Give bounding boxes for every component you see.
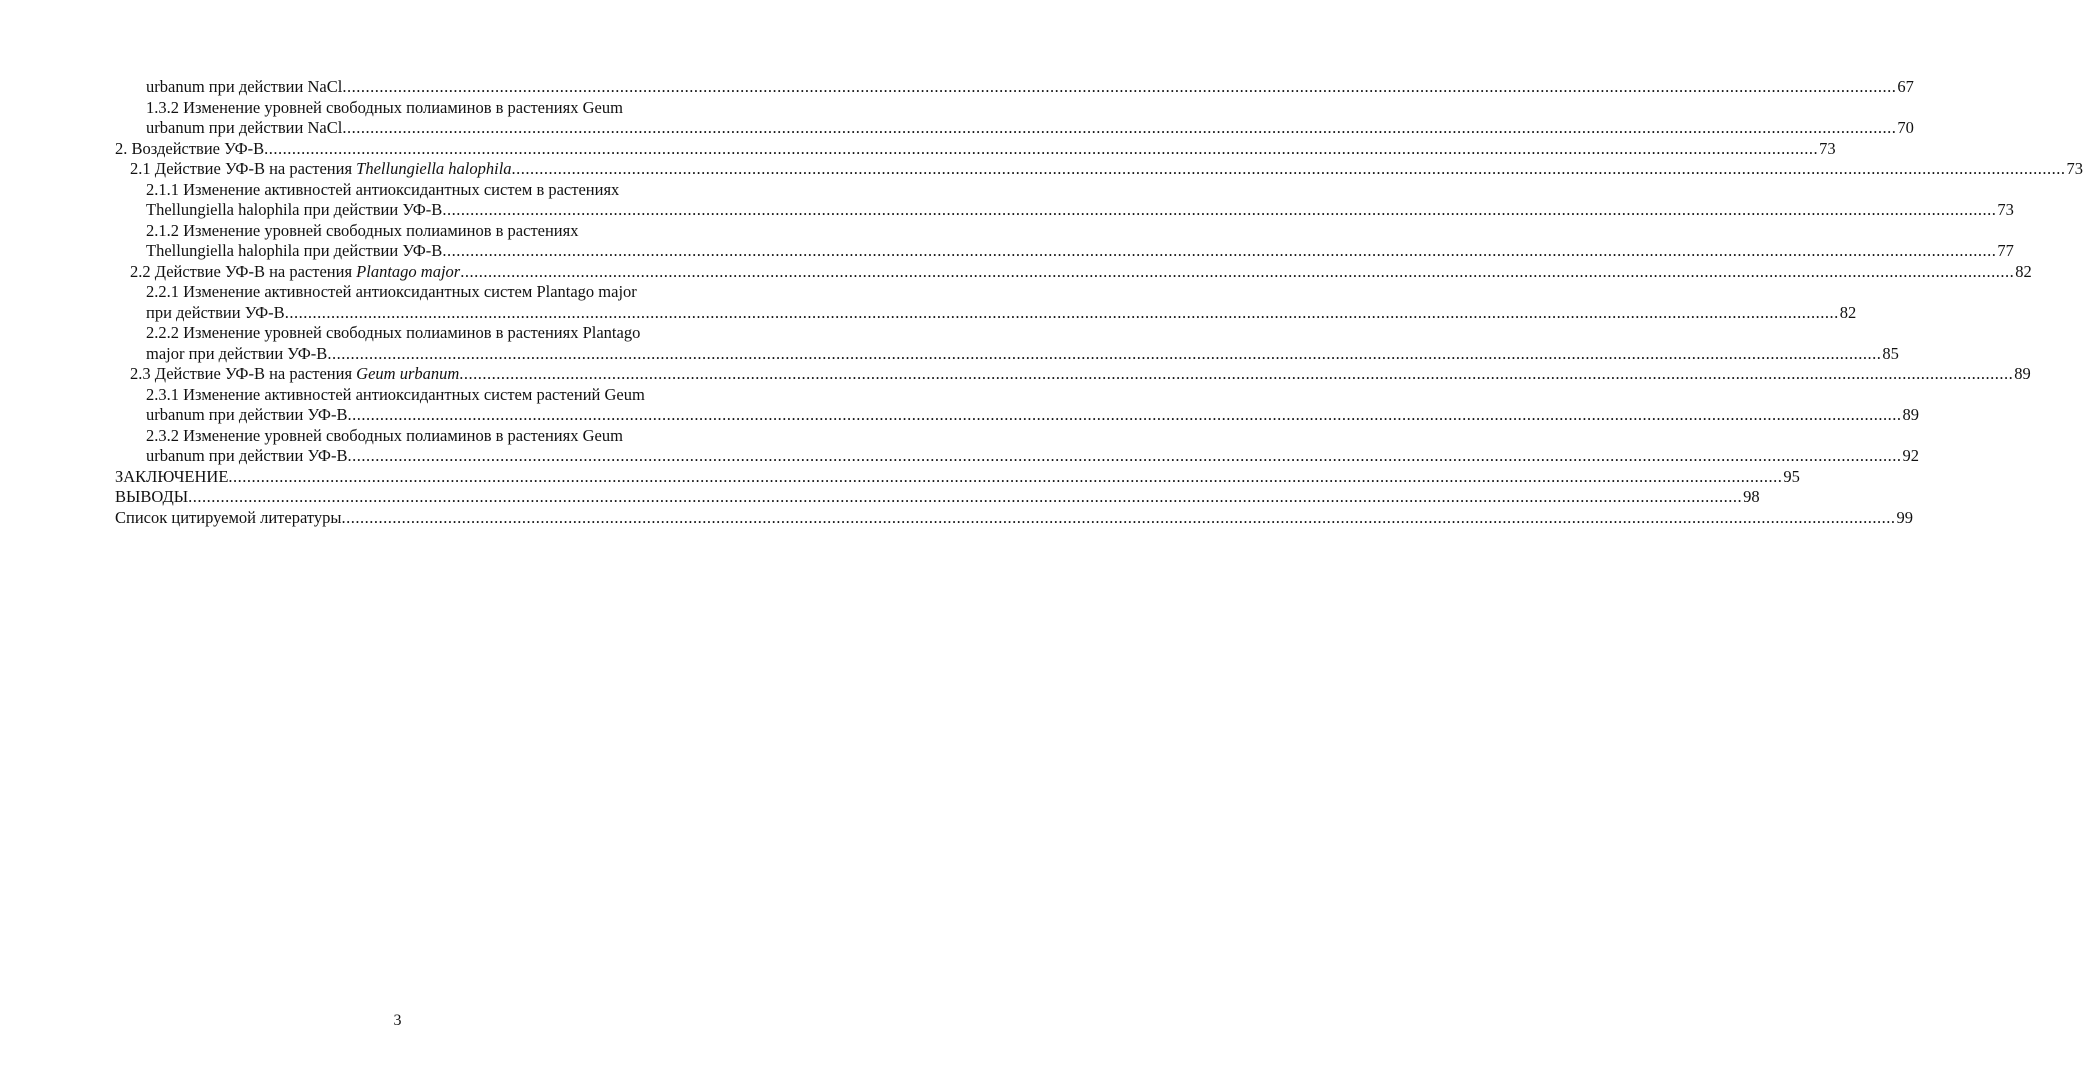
toc-entry-title-cont: urbanum при действии УФ-В [146,405,348,424]
toc-leader-line [146,343,1899,365]
toc-entry-title: 2.3.1 Изменение активностей антиоксидантных систем растений Geum [146,384,645,404]
toc-entry-2-3-1 [115,384,1919,426]
toc-entry-title-text: 2.2 Действие УФ-В на растения [130,261,357,281]
toc-entry-title: 1.3.2 Изменение уровней свободных полиаминов в растениях Geum [146,97,623,117]
toc-entry-conclusion [115,466,1800,488]
toc-dot-leader [342,118,1896,139]
toc-page-number: 82 [1839,302,1857,322]
toc-entry-title-cont: Thellungiella halophila при действии УФ-В [146,241,443,260]
toc-leader-line [146,77,1914,98]
toc-leader-line [146,446,1919,467]
toc-leader-line [146,405,1919,426]
toc-entry-2-1-1 [115,179,2014,221]
toc-page-number: 92 [1902,446,1919,465]
toc-entry-title-text: 2.1 Действие УФ-В на растения [130,159,357,178]
toc-dot-leader [188,487,1742,508]
toc-dot-leader [341,508,1895,529]
toc-entry-title [130,262,460,283]
toc-entry-species: Geum urbanum [356,364,460,383]
toc-dot-leader [460,262,2014,283]
toc-entry-2-3 [115,364,2031,385]
toc-leader-line [130,364,2031,385]
toc-entry-title: urbanum при действии NaCl [146,77,343,96]
toc-dot-leader [285,303,1839,324]
toc-page-number: 67 [1897,77,1914,96]
toc-entry-title: 2. Воздействие УФ-В [115,138,265,158]
toc-dot-leader [347,405,1901,426]
toc-page-number: 85 [1882,343,1899,363]
toc-entry-title: 2.3.2 Изменение уровней свободных полиаминов в растениях Geum [146,425,623,445]
toc-entry-title-cont: urbanum при действии УФ-В [146,446,348,465]
toc-dot-leader [228,467,1782,488]
toc-page-number: 82 [2015,261,2032,281]
toc-entry-2-2-1 [115,282,1857,323]
toc-entry-2 [115,138,1836,160]
toc-dot-leader [442,200,1996,221]
toc-entry-title: ВЫВОДЫ [115,487,189,506]
toc-entry-2-1-2 [115,220,2014,262]
toc-entry-title [130,159,512,180]
toc-leader-line [146,200,2014,221]
toc-entry-title-cont: при действии УФ-В [146,302,285,322]
table-of-contents [115,77,2083,528]
toc-page-number: 99 [1896,507,1913,527]
toc-dot-leader [512,159,2066,180]
toc-page-number: 98 [1743,487,1760,506]
toc-page-number: 77 [1997,241,2014,260]
toc-entry-2-1 [115,159,2083,180]
toc-entry-title: 2.2.1 Изменение активностей антиоксидантных систем Plantago major [146,282,637,301]
toc-entry-2-2 [115,261,2032,283]
toc-entry-2-3-2 [115,425,1919,467]
toc-leader-line [115,487,1760,508]
toc-leader-line [130,159,2083,180]
toc-entry-title: 2.1.1 Изменение активностей антиоксидантных систем в растениях [146,179,620,199]
toc-page-number: 73 [1997,200,2014,219]
toc-entry-title-text: 2.3 Действие УФ-В на растения [130,364,357,383]
toc-entry-species: Plantago major [356,261,461,281]
toc-entry-title-cont: Thellungiella halophila при действии УФ-В [146,200,443,219]
toc-page-number: 89 [2014,364,2031,383]
toc-entry-title-cont: major при действии УФ-В [146,343,328,363]
toc-entry-2-2-2 [115,323,1899,364]
toc-page-number: 70 [1897,118,1914,137]
toc-leader-line [146,302,1857,324]
toc-leader-line [146,118,1914,139]
toc-entry-findings [115,487,1760,508]
toc-entry-title: 2.2.2 Изменение уровней свободных полиаминов в растениях Plantago [146,323,641,342]
toc-entry-title: ЗАКЛЮЧЕНИЕ [115,466,229,486]
toc-entry-species: Thellungiella halophila [356,159,512,178]
toc-dot-leader [264,139,1818,160]
toc-page-number: 73 [1819,138,1836,158]
toc-entry-title [130,364,459,385]
toc-dot-leader [342,77,1896,98]
toc-page-number: 73 [2066,159,2083,178]
toc-dot-leader [459,364,2013,385]
toc-entry-references [115,507,1913,529]
toc-entry-1-2-x [115,77,1914,98]
toc-leader-line [115,138,1836,160]
toc-leader-line [130,261,2032,283]
toc-dot-leader [327,344,1881,365]
toc-dot-leader [442,241,1996,262]
toc-entry-1-3-2 [115,97,1914,139]
toc-page-number: 95 [1783,466,1800,486]
toc-entry-title: 2.1.2 Изменение уровней свободных полиаминов в растениях [146,220,579,240]
toc-leader-line [115,507,1913,529]
toc-leader-line [115,466,1800,488]
toc-entry-title: Список цитируемой литературы [115,507,342,527]
toc-page-number: 89 [1902,405,1919,424]
toc-entry-title-cont: urbanum при действии NaCl [146,118,343,137]
toc-dot-leader [347,446,1901,467]
page-number: 3 [393,1012,402,1029]
toc-leader-line [146,241,2014,262]
